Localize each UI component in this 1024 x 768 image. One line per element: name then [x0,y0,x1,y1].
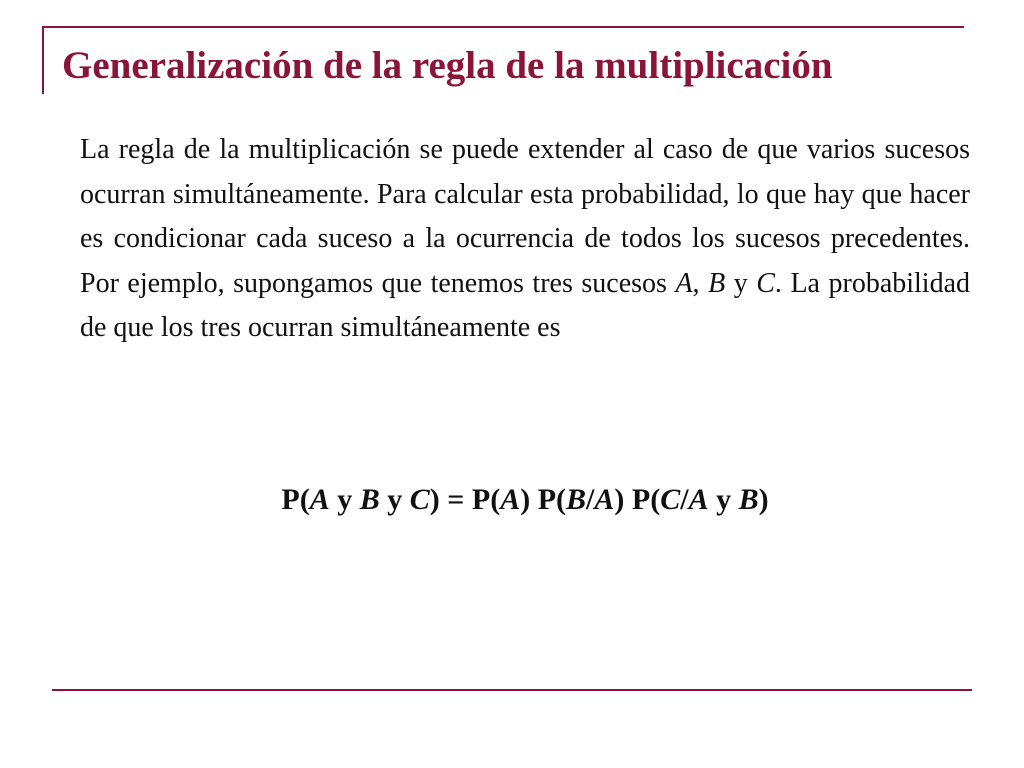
multiplication-rule-formula [0,478,1024,522]
formula-segment: ) P( [520,483,567,516]
formula-variable: B [566,483,587,516]
paragraph-text-segment: , [692,267,709,299]
formula-variable: B [738,483,759,516]
formula-segment: y [379,483,410,516]
formula-variable: C [660,483,681,516]
formula-segment: y [329,483,360,516]
formula-segment: / [680,483,689,516]
formula-segment: y [708,483,739,516]
formula-segment: ) P( [614,483,661,516]
slide-title: Generalización de la regla de la multiplicación [62,44,833,87]
formula-segment: P( [281,483,310,516]
formula-segment: ) [758,483,769,516]
body-paragraph [80,128,970,351]
footer-rule [52,689,972,691]
formula-segment: ) = P( [429,483,501,516]
formula-variable: A [309,483,330,516]
paragraph-text-segment: y [725,267,757,299]
formula-variable: A [594,483,615,516]
formula-variable: C [409,483,430,516]
title-accent-top-rule [42,26,964,28]
paragraph-text-segment: La regla de la multiplicación se puede extender al caso de que varios sucesos ocurran simultáneamente. Para calcular esta probabilidad, lo que hay que hacer es condicionar cada suceso a la ocurrencia de todos los sucesos precedentes. Por ejemplo, supongamos que tenemos tres sucesos [80,134,970,299]
formula-variable: A [500,483,521,516]
formula-variable: B [359,483,380,516]
formula-segment: / [586,483,595,516]
title-accent-left-rule [42,26,44,94]
event-variable: C [756,267,775,299]
event-variable: A [675,267,693,299]
paragraph-text-segment: . La probabilidad de que los tres ocurran simultáneamente es [80,267,971,343]
formula-variable: A [688,483,709,516]
event-variable: B [708,267,726,299]
